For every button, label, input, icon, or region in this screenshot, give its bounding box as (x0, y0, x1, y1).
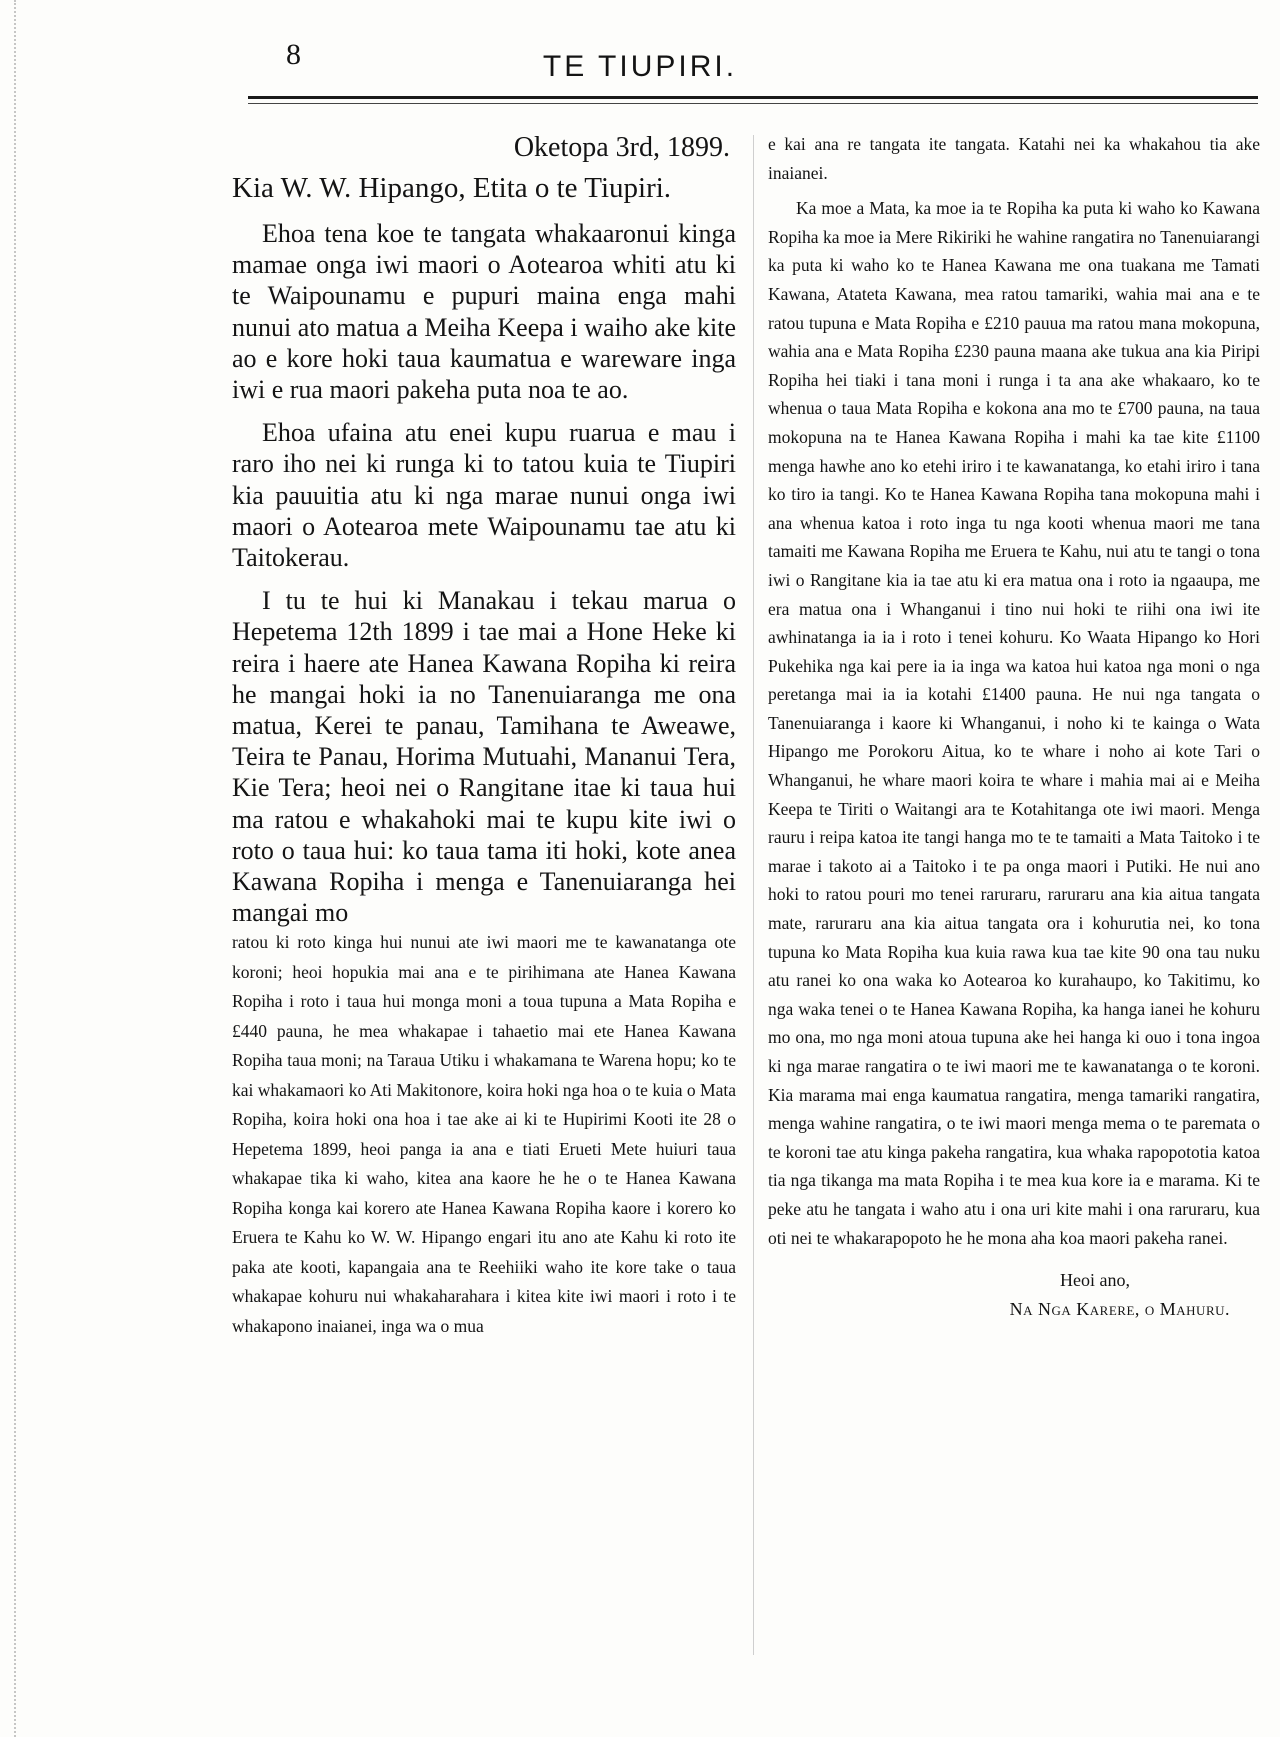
right-column (768, 130, 1260, 1330)
page-number: 8 (286, 38, 301, 71)
publication-title: TE TIUPIRI. (542, 50, 738, 83)
paragraph-small-type: ratou ki roto kinga hui nunui ate iwi maori me te kawanatanga ote koroni; heoi hopukia mai ana e te pirihimana ate Hanea Kawana Ropiha i roto i taua hui monga moni a toua tupuna a Mata Ropiha e £440 pauna, he mea whakapae i tahaetio mai ete Hanea Kawana Ropiha taua moni; na Taraua Utiku i whakamana te Warena hopu; ko te kai whakamaori ko Ati Makitonore, koira hoki nga hoa o te kuia o Mata Ropiha, koira hoki ona hoa i tae ake ai ki te Hupirimi Kooti ite 28 o Hepetema 1899, heoi panga ia ana e tiati Erueti Mete huiuri taua whakapae tika ki waho, kitea ana kaore he he o te Hanea Kawana Ropiha konga kai korero ate Hanea Kawana Ropiha kaore i korero ko Eruera te Kahu ko W. W. Hipango engari itu ano ate Kahu ki roto ite paka ate kooti, kapangaia ana te Reehiiki waho ite kore take o taua whakapae kohuru nui whakaharahara i kitea kite iwi maori i roto i te whakapono inaianei, inga wa o mua (232, 932, 736, 1336)
header-rule-thin (248, 103, 1258, 104)
column-divider (753, 135, 754, 1655)
letter-salutation: Kia W. W. Hipango, Etita o te Tiupiri. (232, 172, 672, 204)
paragraph: Ehoa tena koe te tangata whakaaronui kinga mamae onga iwi maori o Aotearoa whiti atu ki te Waipounamu e pupuri maina enga mahi nunui ato matua a Meiha Keepa i waiho ake kite ao e kore hoki taua kaumatua e wareware inga iwi e rua maori pakeha puta noa te ao. (232, 219, 736, 405)
page-binding-edge (0, 0, 16, 1737)
letter-signature (768, 1295, 1260, 1324)
paragraph: I tu te hui ki Manakau i tekau marua o Hepetema 12th 1899 i tae mai a Hone Heke ki reira i haere ate Hanea Kawana Ropiha ki reira he mangai hoki ia no Tanenuiaranga me ona matua, Kerei te panau, Tamihana te Aweawe, Teira te Panau, Horima Mutuahi, Mananui Tera, Kie Tera; heoi nei o Rangitane itae ki taua hui ma ratou e whakahoki mai te kupu kite iwi o roto o taua hui: ko taua tama iti hoki, kote anea Kawana Ropiha i menga e Tanenuiaranga hei mangai mo (232, 586, 736, 928)
letter-signoff: Heoi ano, (1060, 1270, 1130, 1291)
signature-text: Na Nga Karere, o Mahuru. (1009, 1298, 1230, 1319)
paragraph: Ka moe a Mata, ka moe ia te Ropiha ka puta ki waho ko Kawana Ropiha ka moe ia Mere Rikiriki he wahine rangatira no Tanenuiarangi ka puta ki waho ko te Hanea Kawana me ona tuakana me Tamati Kawana, Atateta Kawana, mea ratou tamariki, wahia mai ana e te ratou tupuna e Mata Ropiha e £210 pauua ma ratou mana mokopuna, wahia ana e Mata Ropiha £230 pauna maana ake tukua ana kia Piripi Ropiha hei tiaki i tana moni i runga i ta ana ake whakaaro, ko te whenua o taua Mata Ropiha e kokona ana mo te £700 pauna, na taua mokopuna na te Hanea Kawana Ropiha i mahi ka tae kite £1100 menga hawhe ano ko etehi iriro i te kawanatanga, ko etahi iriro i tana ko tiro ia tangi. Ko te Hanea Kawana Ropiha tana mokopuna mahi i ana whenua katoa i roto inga tu nga kooti whenua maori me tana tamaiti me Kawana Ropiha me Eruera te Kahu, nui atu te tangi o tona iwi o Rangitane kia ia tae atu ki era matua ona i roto ia ngaaupa, me era matua ona i Whanganui i tino nui hoki te riihi ona iwi ite awhinatanga ia ia i roto i tenei kohuru. Ko Waata Hipango ko Hori Pukehika nga kai pere ia ia inga wa katoa hui katoa nga moni o nga peretanga mai ia ia kotahi £1400 pauna. He nui nga tangata o Tanenuiaranga i kaore ki Whanganui, i noho ki te kainga o Wata Hipango me Porokoru Aitua, ko te whare i noho ai kote Tari o Whanganui, he whare maori koira te whare i mahia mai ai e Meiha Keepa te Tiriti o Waitangi ara te Kotahitanga ote iwi maori. Menga rauru i reipa katoa ite tangi hanga mo te te tamaiti a Mata Taitoko i te marae i takoto ai a Taitoko i te pa onga maori i Putiki. He nui ano hoki to ratou pouri mo tenei raruraru, raruraru ana kia aitua tangata mate, raruraru ana kia aitua tangata ora i kohurutia nei, ko tona tupuna ko Mata Ropiha kua kuia rawa kua tae kite 90 ona tau nuku atu ranei ko ona waka ko Aotearoa ko kurahaupo, ko Takitimu, ko nga waka tenei o te Hanea Kawana Ropiha, ka hanga ianei he kohuru mo ona, mo nga moni atoua tupuna ake hei hanga ki ouo i tona ingoa ki nga marae rangatira o te iwi maori me te kawanatanga o te koroni. Kia marama mai enga kaumatua rangatira, menga tamariki rangatira, menga wahine rangatira, o te iwi maori menga mema o te paremata o te koroni tae atu kinga pakeha rangatira, kua whaka rapopototia katoa tia nga tikanga ma mata Ropiha i te mea kua kore ia e marama. Ki te peke atu he tangata i waho atu i ona uri kite mahi i ona raruraru, kua oti nei te whakarapopoto he he mona aha koa maori pakeha ranei. (768, 198, 1260, 1248)
paragraph: Ehoa ufaina atu enei kupu ruarua e mau i raro iho nei ki runga ki to tatou kuia te Tiupiri kia pauuitia atu ki nga marae nunui onga iwi maori o Aotearoa mete Waipounamu tae atu ki Taitokerau. (232, 418, 736, 573)
left-column (232, 130, 736, 1341)
paragraph: e kai ana re tangata ite tangata. Katahi nei ka whakahou tia ake inaianei. (768, 134, 1260, 183)
header-rule (248, 96, 1258, 99)
letter-date: Oketopa 3rd, 1899. (513, 132, 730, 163)
